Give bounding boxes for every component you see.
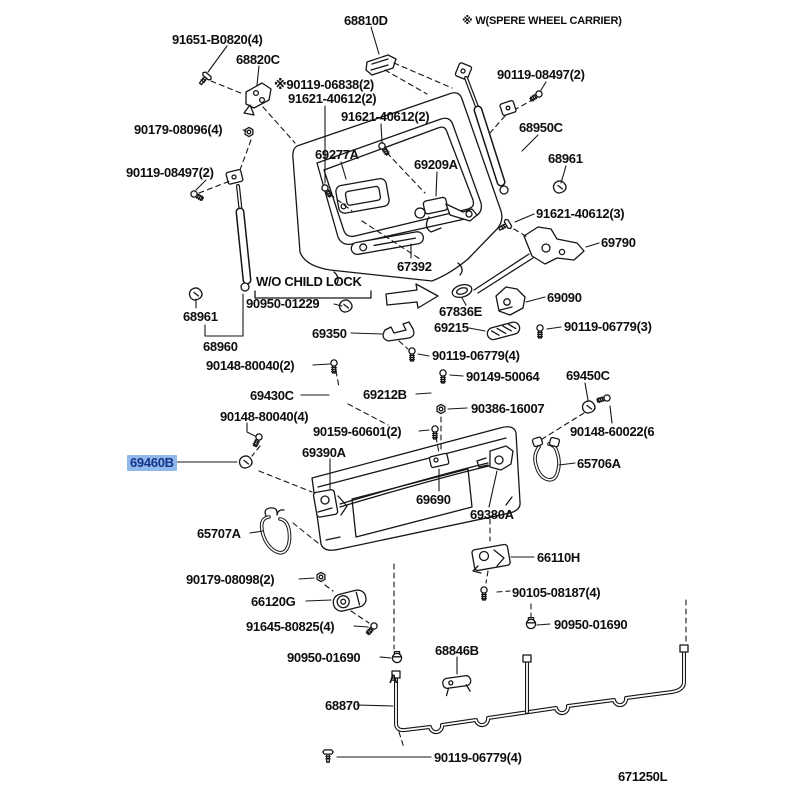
part-label: 67836E [439,304,483,319]
part-label: 65707A [197,526,241,541]
part-label: 69090 [547,290,582,305]
part-label: 69212B [363,387,407,402]
part-label: 90148-80040(4) [220,409,309,424]
part-label: 69350 [312,326,347,341]
part-label: 91621-40612(3) [536,206,625,221]
part-label: 91651-B0820(4) [172,32,263,47]
part-label: 68950C [519,120,563,135]
part-label: ※90119-06838(2) [274,77,374,92]
part-label: 68810D [344,13,388,28]
part-label: 91645-80825(4) [246,619,335,634]
part-label: W/O CHILD LOCK [256,274,362,289]
part-label: 90386-16007 [471,401,545,416]
part-label: 90950-01229 [246,296,320,311]
part-label: 69450C [566,368,610,383]
part-label: 68870 [325,698,360,713]
diagram-code: 671250L [618,769,668,784]
part-label: 90119-08497(2) [126,165,214,180]
part-label: 67392 [397,259,432,274]
part-label: 68961 [183,309,218,324]
part-label: 90119-06779(4) [434,750,522,765]
part-label: 68960 [203,339,238,354]
part-label: 90119-08497(2) [497,67,585,82]
part-label: 68820C [236,52,280,67]
part-label: 69790 [601,235,636,250]
legend-note: ※ W(SPERE WHEEL CARRIER) [462,15,622,27]
part-label: 90159-60601(2) [313,424,402,439]
part-label: 90950-01690 [287,650,361,665]
part-label: 69390A [302,445,346,460]
part-label: 69209A [414,157,458,172]
part-label: 69380A [470,507,514,522]
part-label: 65706A [577,456,621,471]
part-label: 90105-08187(4) [512,585,601,600]
part-label: 66110H [537,550,581,565]
part-label: 68961 [548,151,583,166]
part-label: 69215 [434,320,469,335]
part-label: 91621-40612(2) [288,91,377,106]
part-label: 90148-80040(2) [206,358,295,373]
part-label: 90179-08096(4) [134,122,223,137]
connector-marker: A [389,672,398,686]
part-label: 91621-40612(2) [341,109,430,124]
part-label: 90119-06779(4) [432,348,520,363]
part-label: 69690 [416,492,451,507]
part-label: 90148-60022(6 [570,424,655,439]
part-label: 90149-50064 [466,369,540,384]
part-label: 66120G [251,594,296,609]
part-label: 90119-06779(3) [564,319,652,334]
part-label: 69277A [315,147,359,162]
part-label-highlighted: 69460B [127,455,177,471]
part-label: 90950-01690 [554,617,628,632]
part-label: 69430C [250,388,294,403]
part-label: 90179-08098(2) [186,572,275,587]
part-label: 68846B [435,643,479,658]
